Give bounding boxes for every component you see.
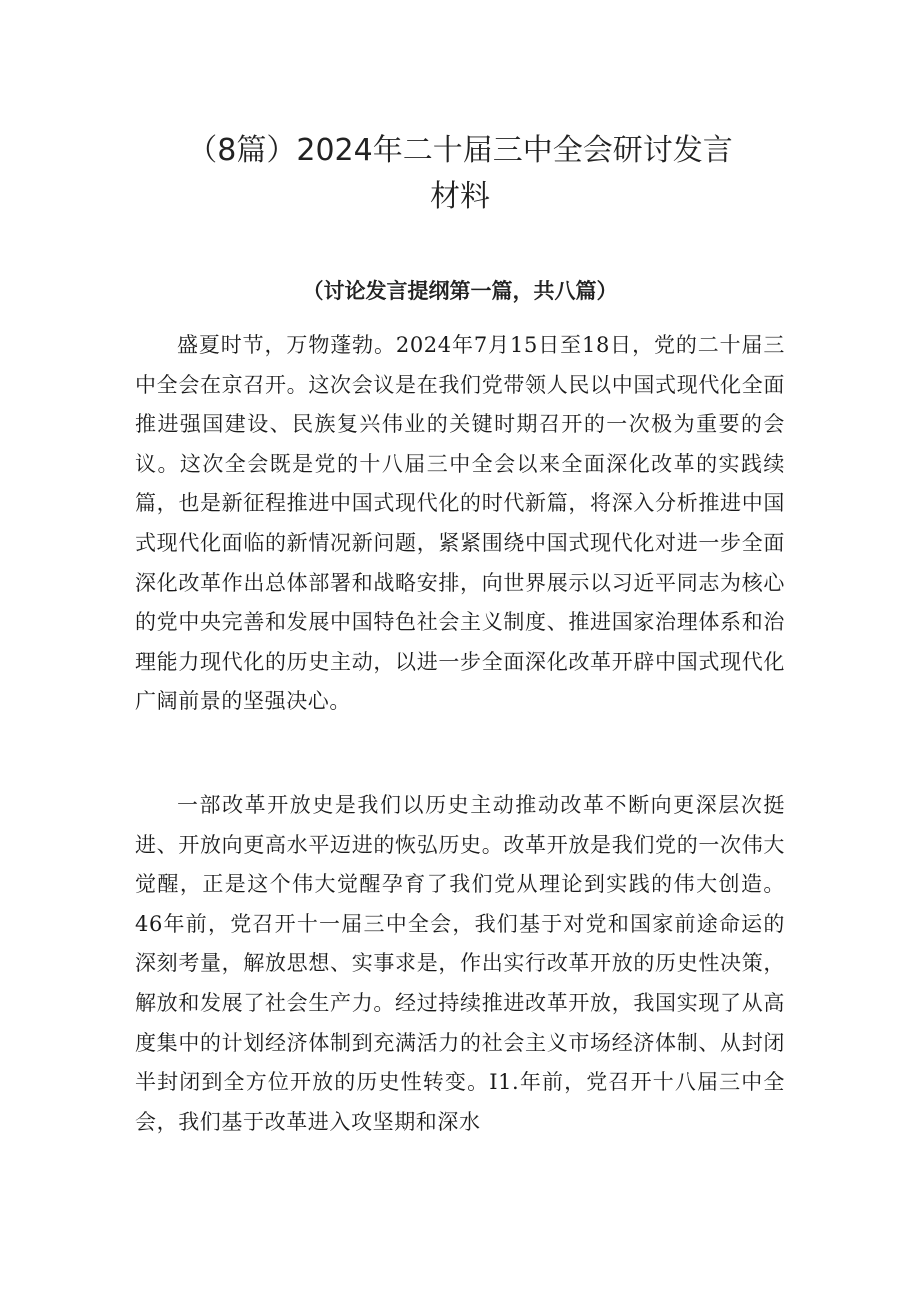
document-title: [0, 128, 920, 220]
title-line-2: 材料: [430, 179, 490, 215]
document-subtitle: （讨论发言提纲第一篇，共八篇）: [302, 279, 618, 303]
body-paragraph: 盛夏时节，万物蓬勃。2024年7月15日至18日，党的二十届三中全会在京召开。这次会议是在我们党带领人民以中国式现代化全面推进强国建设、民族复兴伟业的关键时期召开的一次极为重要的会议。这次全会既是党的十八届三中全会以来全面深化改革的实践续篇，也是新征程推进中国式现代化的时代新篇，将深入分析推进中国式现代化面临的新情况新问题，紧紧围绕中国式现代化对进一步全面深化改革作出总体部署和战略安排，向世界展示以习近平同志为核心的党中央完善和发展中国特色社会主义制度、推进国家治理体系和治理能力现代化的历史主动，以进一步全面深化改革开辟中国式现代化广阔前景的坚强决心。: [135, 333, 785, 714]
body-paragraph: 一部改革开放史是我们以历史主动推动改革不断向更深层次挺进、开放向更高水平迈进的恢弘历史。改革开放是我们党的一次伟大觉醒，正是这个伟大觉醒孕育了我们党从理论到实践的伟大创造。46年前，党召开十一届三中全会，我们基于对党和国家前途命运的深刻考量，解放思想、实事求是，作出实行改革开放的历史性决策，解放和发展了社会生产力。经过持续推进改革开放，我国实现了从高度集中的计划经济体制到充满活力的社会主义市场经济体制、从封闭半封闭到全方位开放的历史性转变。I1.年前，党召开十八届三中全会，我们基于改革进入攻坚期和深水: [135, 793, 785, 1134]
title-line-1: （8篇）2024年二十届三中全会研讨发言: [187, 133, 733, 169]
